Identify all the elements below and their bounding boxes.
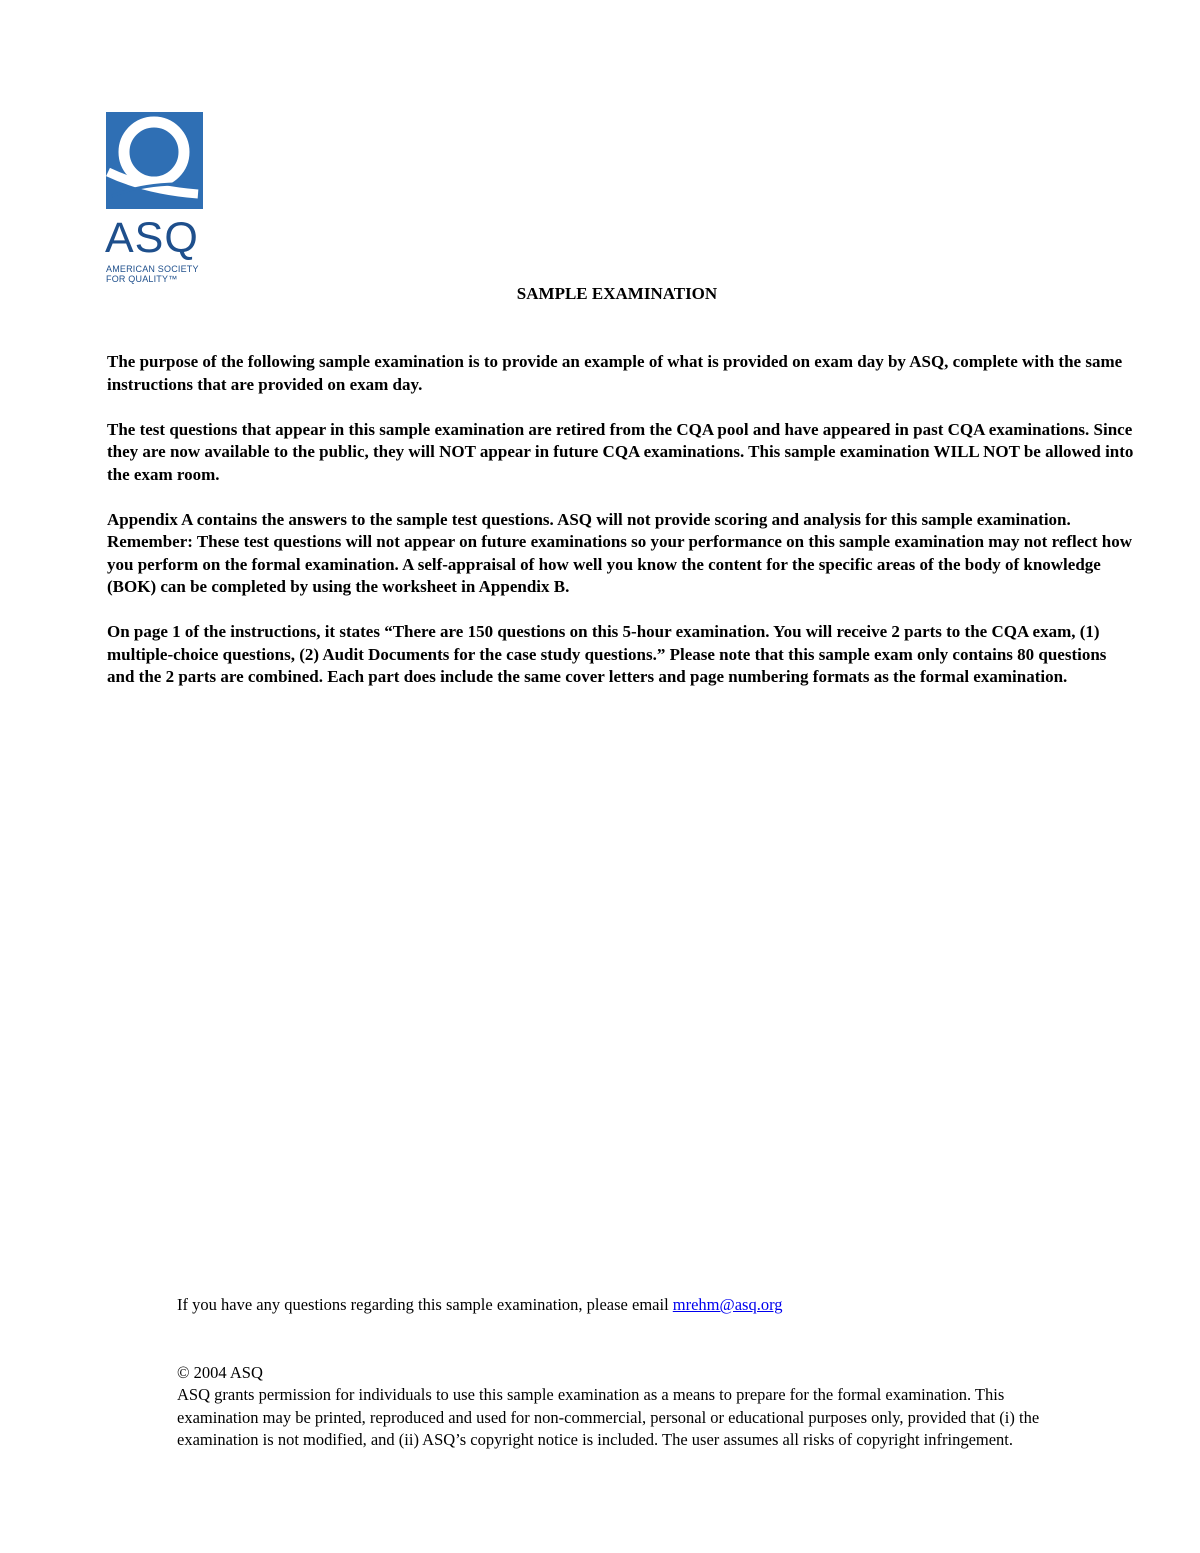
appendix-paragraph: Appendix A contains the answers to the sample test questions. ASQ will not provide scoring and analysis for this sample examination. Remember: These test questions will not appear on future examinations so your performance on this sample examination may not reflect how you perform on the formal examination. A self-appraisal of how well you know the content for the specific areas of the body of knowledge (BOK) can be completed by using the worksheet in Appendix B. bbox=[107, 509, 1132, 596]
asq-tagline-line2: FOR QUALITY™ bbox=[106, 274, 178, 284]
contact-line bbox=[177, 1294, 1047, 1317]
asq-tagline bbox=[106, 264, 199, 284]
purpose-paragraph: The purpose of the following sample examination is to provide an example of what is provided on exam day by ASQ, complete with the same instructions that are provided on exam day. bbox=[107, 352, 1123, 394]
footer bbox=[177, 1294, 1047, 1452]
intro-body bbox=[107, 351, 1137, 711]
copyright-line: © 2004 ASQ bbox=[177, 1362, 263, 1382]
asq-logo bbox=[106, 112, 216, 287]
retired-questions-paragraph: The test questions that appear in this sample examination are retired from the CQA pool and have appeared in past CQA examinations. Since they are now available to the public, they will NOT appear in future CQA examinations. This sample examination WILL NOT be allowed into the exam room. bbox=[107, 419, 1134, 484]
instructions-paragraph: On page 1 of the instructions, it states “There are 150 questions on this 5-hour examination. You will receive 2 parts to the CQA exam, (1) multiple-choice questions, (2) Audit Documents for the case study questions.” Please note that this sample exam only contains 80 questions and the 2 parts are combined. Each part does include the same cover letters and page numbering formats as the formal examination. bbox=[107, 622, 1107, 686]
email-link[interactable]: mrehm@asq.org bbox=[672, 1295, 783, 1314]
permission-notice: ASQ grants permission for individuals to use this sample examination as a means to prepare for the formal examination. This examination may be printed, reproduced and used for non-commercial, personal or educational purposes only, provided that (i) the examination is not modified, and (ii) ASQ’s copyright notice is included. The user assumes all risks of copyright infringement. bbox=[177, 1385, 1040, 1449]
contact-text: If you have any questions regarding this sample examination, please email bbox=[177, 1295, 673, 1314]
asq-wordmark: ASQ bbox=[105, 214, 199, 262]
page-title: SAMPLE EXAMINATION bbox=[516, 284, 718, 303]
asq-q-logo-icon bbox=[106, 112, 203, 209]
asq-tagline-line1: AMERICAN SOCIETY bbox=[106, 264, 199, 274]
